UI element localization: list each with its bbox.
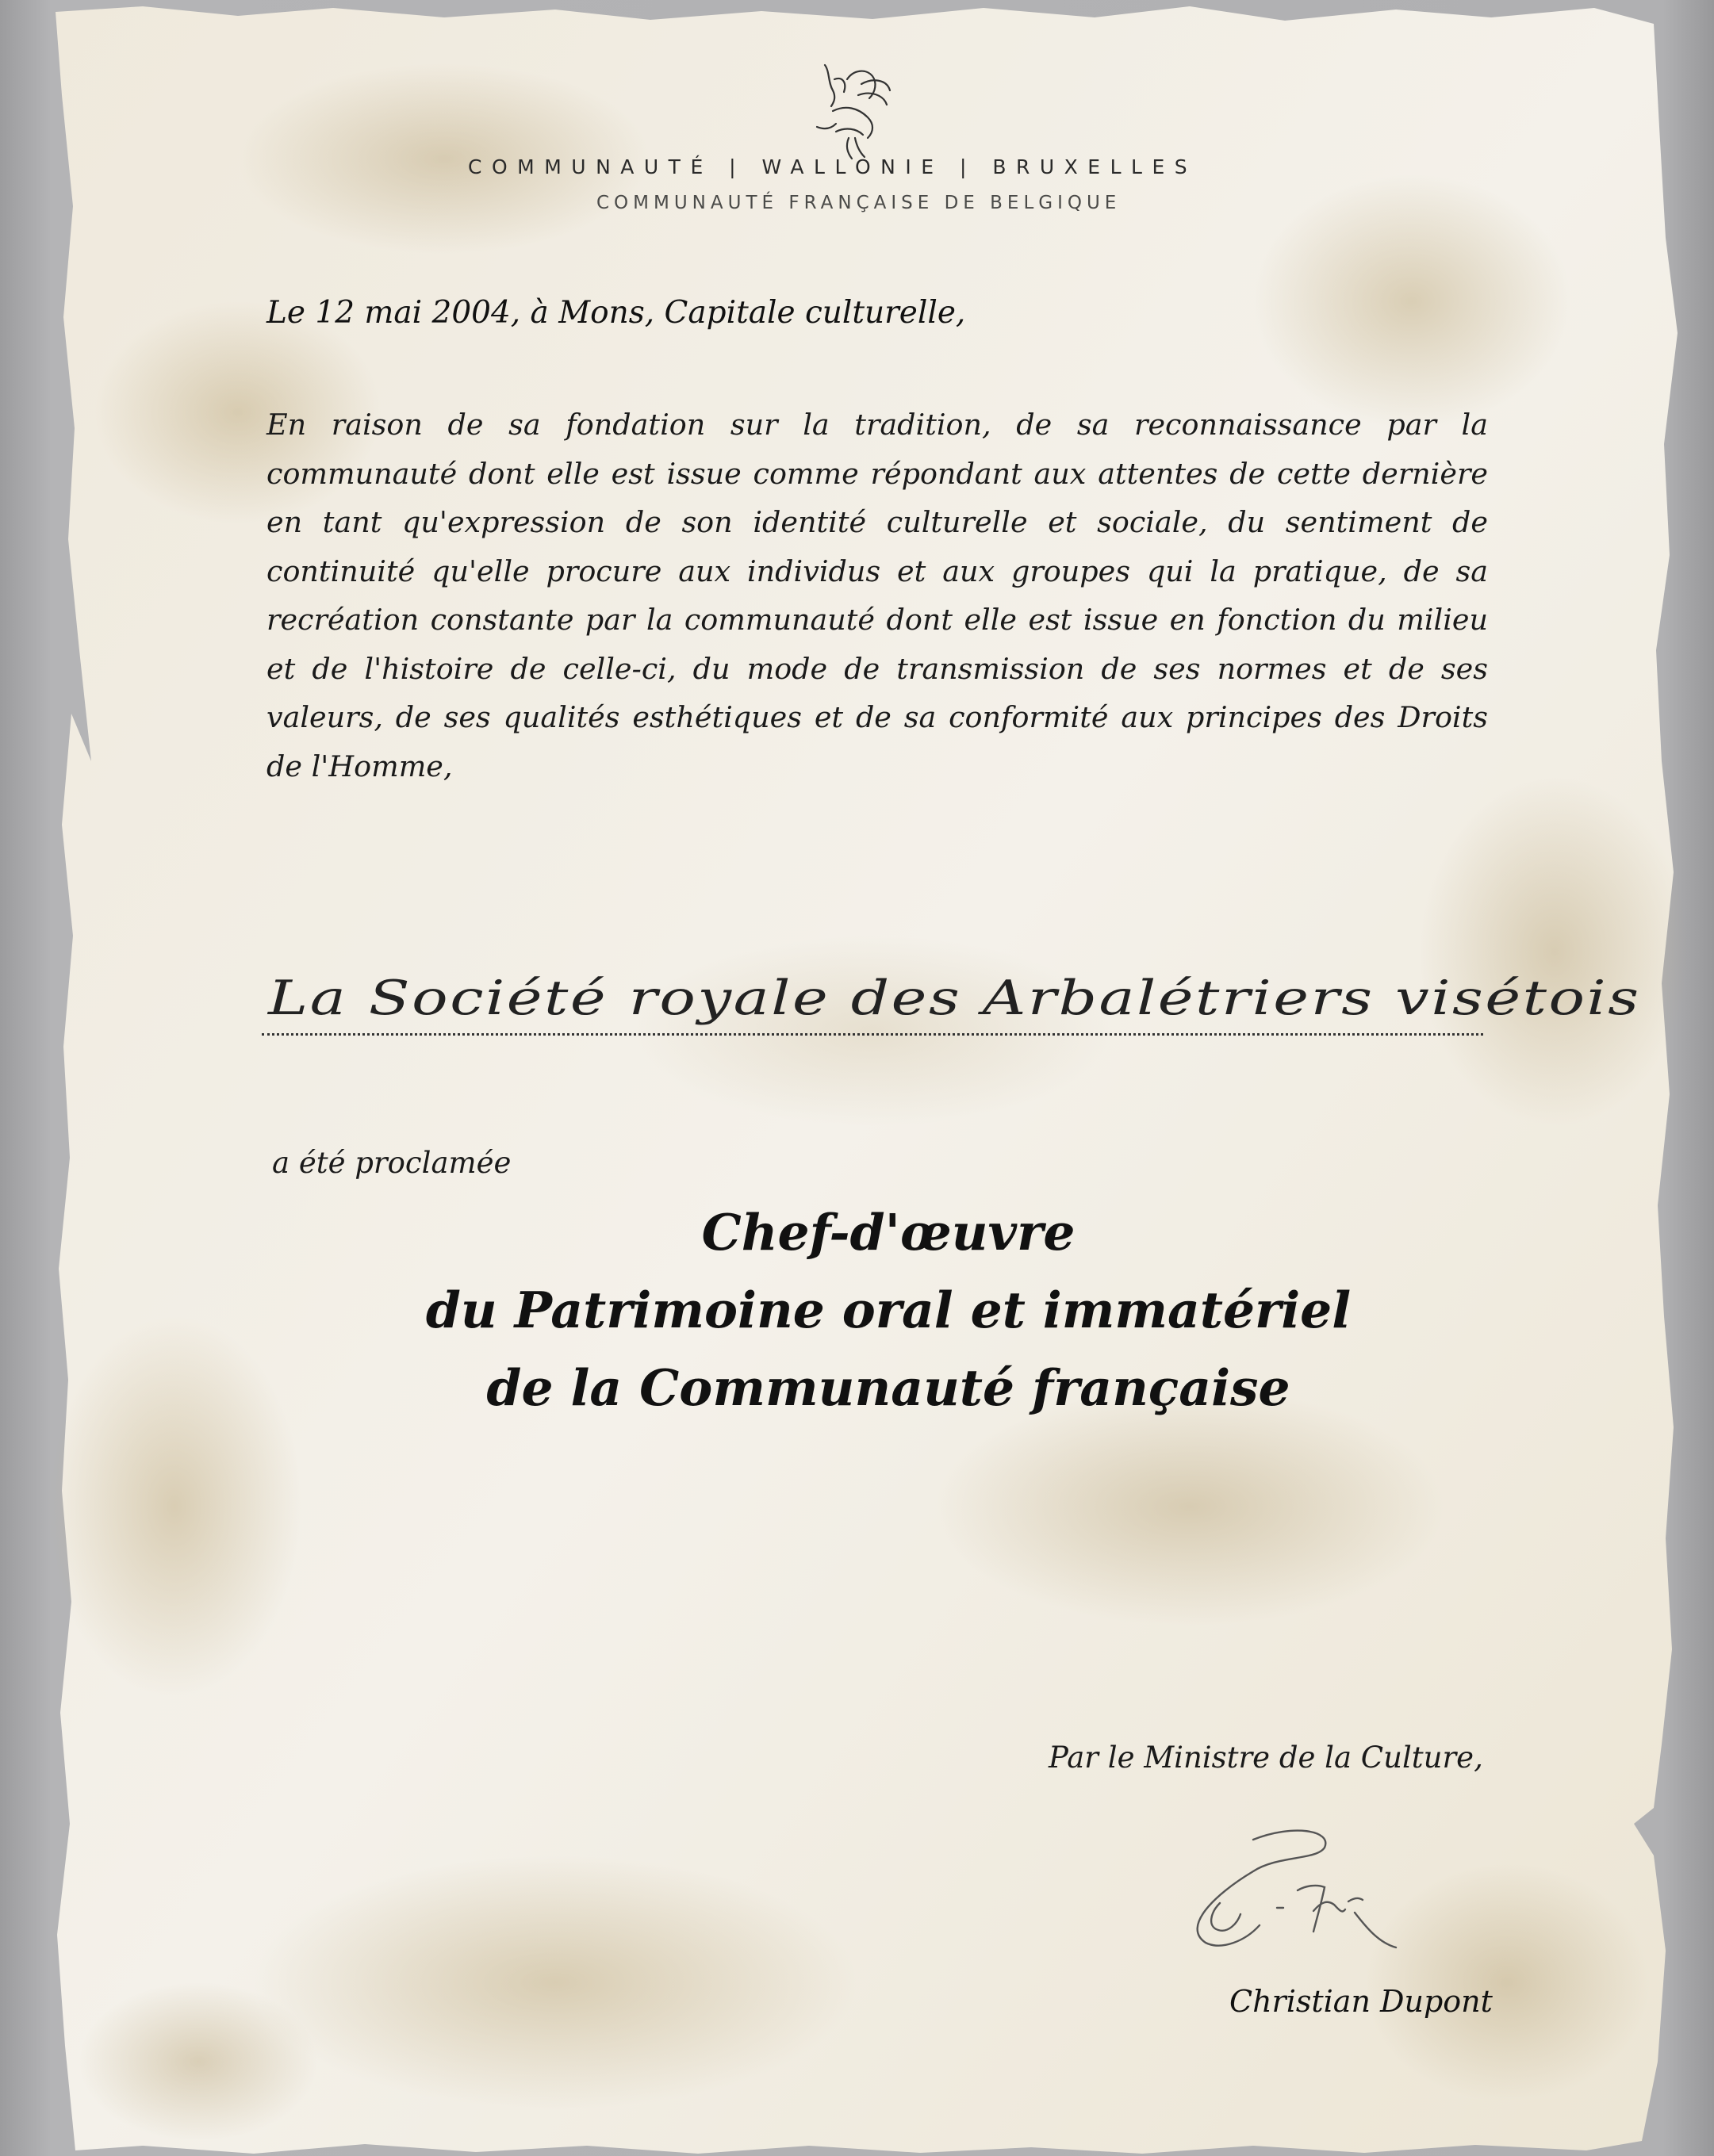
proclaimed-text: a été proclamée	[272, 1146, 512, 1180]
award-title-line-1: Chef-d'œuvre	[701, 1203, 1076, 1262]
signatory-name: Christian Dupont	[1229, 1984, 1493, 2019]
award-title-line-2: du Patrimoine oral et immatériel	[425, 1281, 1352, 1339]
proclamation-body-text: En raison de sa fondation sur la tradition, de sa reconnaissance par la communauté dont elle est issue comme répondant aux attentes de cette dernière en tant qu'expression de son identité culturelle et sociale, du sentiment de continuité qu'elle procure aux individus et aux groupes qui la pratique, de sa recréation constante par la communauté dont elle est issue en fonction du milieu et de l'histoire de celle-ci, du mode de transmission de ses normes et de ses valeurs, de ses qualités esthétiques et de sa conformité aux principes des Droits de l'Homme,	[266, 408, 1488, 783]
header-subtitle: COMMUNAUTÉ FRANÇAISE DE BELGIQUE	[596, 193, 1122, 213]
minister-attribution: Par le Ministre de la Culture,	[1049, 1741, 1483, 1775]
header-community-names: COMMUNAUTÉ | WALLONIE | BRUXELLES	[468, 155, 1198, 178]
rooster-icon	[801, 56, 920, 167]
award-title	[397, 1193, 1380, 1426]
handwritten-signature	[1158, 1808, 1412, 1966]
recipient-name: La Société royale des Arbalétriers visétois	[268, 971, 1641, 1026]
award-title-line-3: de la Communauté française	[486, 1358, 1290, 1417]
date-line: Le 12 mai 2004, à Mons, Capitale culturelle,	[266, 295, 966, 331]
